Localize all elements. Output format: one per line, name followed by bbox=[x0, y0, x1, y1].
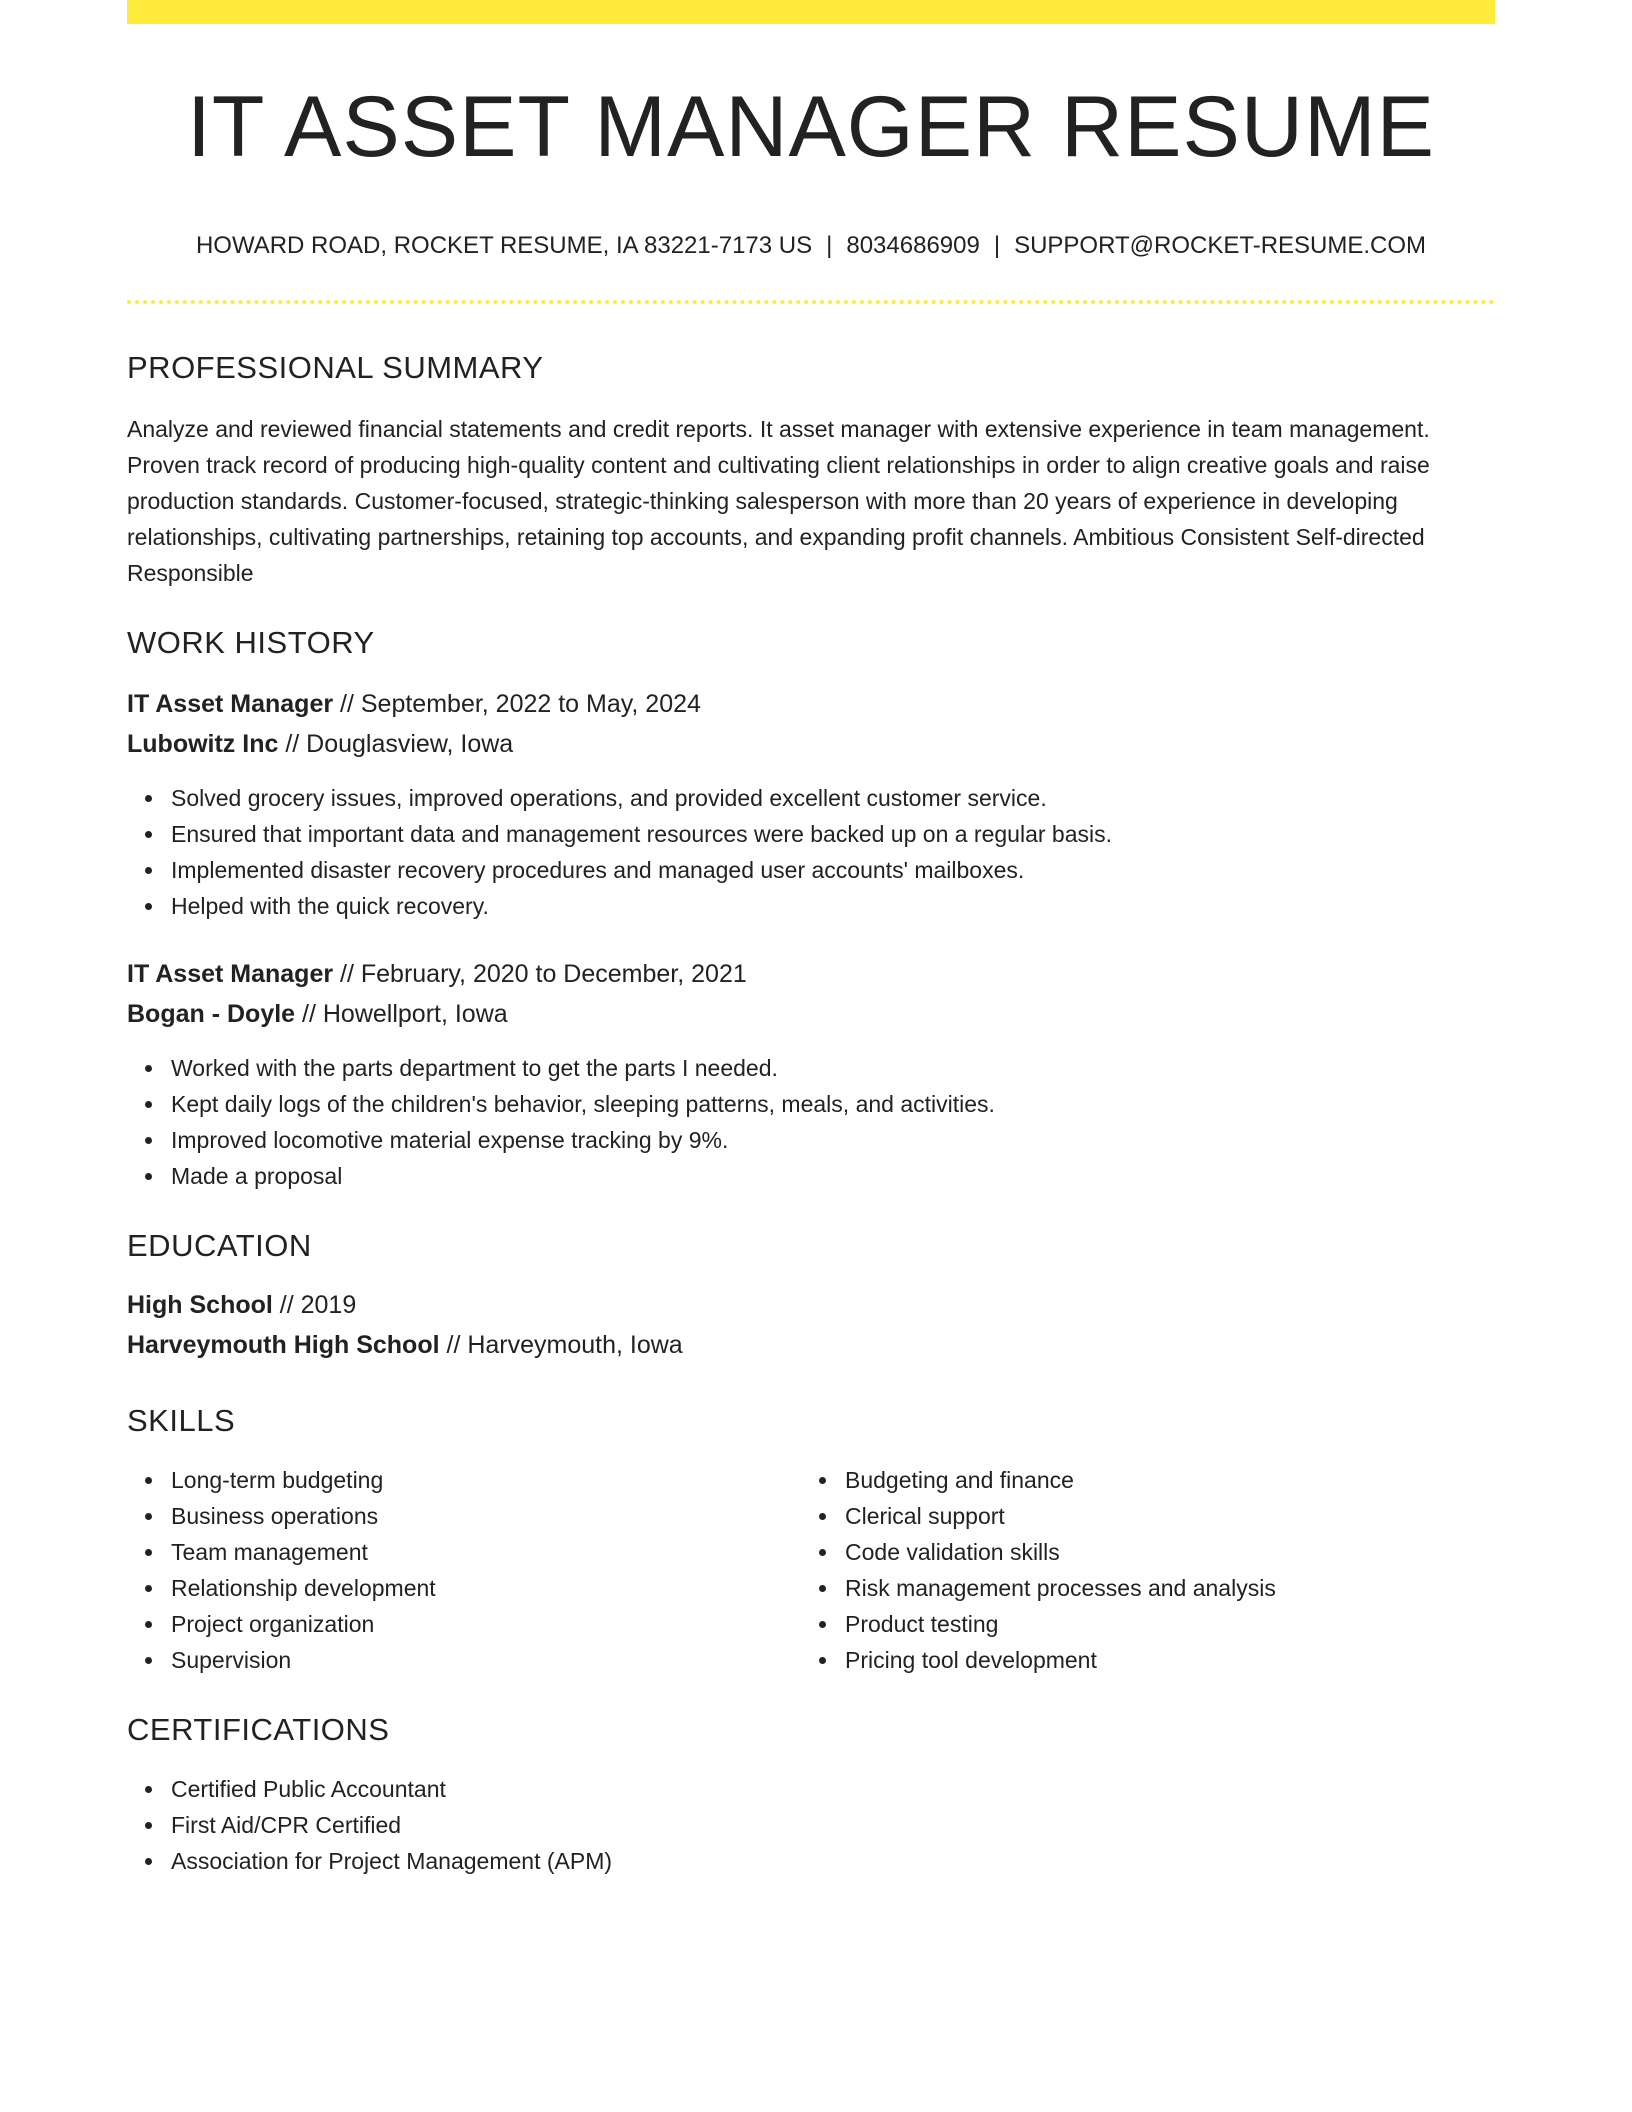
header-divider bbox=[127, 300, 1495, 304]
list-item: Improved locomotive material expense tracking by 9%. bbox=[127, 1122, 1495, 1158]
list-item: Long-term budgeting bbox=[127, 1462, 801, 1498]
degree-line bbox=[127, 1285, 1495, 1325]
education-section bbox=[127, 1230, 1495, 1365]
list-item: Supervision bbox=[127, 1642, 801, 1678]
work-history-heading: WORK HISTORY bbox=[127, 625, 375, 660]
job-location: // Howellport, Iowa bbox=[295, 1000, 508, 1028]
job-company-line bbox=[127, 994, 1495, 1034]
resume-page bbox=[127, 0, 1495, 1879]
job-entry bbox=[127, 954, 1495, 1194]
skills-columns bbox=[127, 1462, 1495, 1678]
summary-text: Analyze and reviewed financial statements and credit reports. It asset manager with extensive experience in team management. Proven track record of producing high-quality content and cultivating client relationships in order to align creative goals and raise production standards. Customer-focused, strategic-thinking salesperson with more than 20 years of experience in developing relationships, cultivating partnerships, retaining top accounts, and expanding profit channels. Ambitious Consistent Self-directed Responsible bbox=[127, 416, 1430, 586]
list-item: Project organization bbox=[127, 1606, 801, 1642]
certifications-heading: CERTIFICATIONS bbox=[127, 1712, 390, 1747]
list-item: Kept daily logs of the children's behavior, sleeping patterns, meals, and activities. bbox=[127, 1086, 1495, 1122]
job-dates: // September, 2022 to May, 2024 bbox=[333, 690, 701, 718]
job-company: Lubowitz Inc bbox=[127, 730, 279, 758]
job-entry bbox=[127, 684, 1495, 924]
list-item: Business operations bbox=[127, 1498, 801, 1534]
work-history-section bbox=[127, 627, 1495, 1194]
list-item: First Aid/CPR Certified bbox=[127, 1807, 1495, 1843]
list-item: Made a proposal bbox=[127, 1158, 1495, 1194]
list-item: Pricing tool development bbox=[801, 1642, 1475, 1678]
certifications-list bbox=[127, 1771, 1495, 1879]
list-item: Code validation skills bbox=[801, 1534, 1475, 1570]
skills-section bbox=[127, 1405, 1495, 1678]
job-company: Bogan - Doyle bbox=[127, 1000, 296, 1028]
top-accent-bar bbox=[127, 0, 1495, 24]
list-item: Product testing bbox=[801, 1606, 1475, 1642]
list-item: Team management bbox=[127, 1534, 801, 1570]
list-item: Helped with the quick recovery. bbox=[127, 888, 1495, 924]
contact-separator: | bbox=[993, 232, 1001, 259]
summary-heading: PROFESSIONAL SUMMARY bbox=[127, 350, 544, 385]
contact-email: SUPPORT@ROCKET-RESUME.COM bbox=[1014, 232, 1427, 259]
skills-left-column bbox=[127, 1462, 801, 1678]
contact-phone: 8034686909 bbox=[846, 232, 980, 259]
skills-right-column bbox=[801, 1462, 1475, 1678]
job-bullets bbox=[127, 1050, 1495, 1194]
list-item: Ensured that important data and management resources were backed up on a regular basis. bbox=[127, 816, 1495, 852]
job-location: // Douglasview, Iowa bbox=[278, 730, 514, 758]
job-company-line bbox=[127, 724, 1495, 764]
list-item: Budgeting and finance bbox=[801, 1462, 1475, 1498]
certifications-section bbox=[127, 1714, 1495, 1879]
school-location: // Harveymouth, Iowa bbox=[439, 1331, 683, 1359]
job-title: IT Asset Manager bbox=[127, 960, 334, 988]
job-title: IT Asset Manager bbox=[127, 690, 334, 718]
contact-address: HOWARD ROAD, ROCKET RESUME, IA 83221-7173 US bbox=[195, 232, 813, 259]
summary-section bbox=[127, 352, 1495, 591]
list-item: Risk management processes and analysis bbox=[801, 1570, 1475, 1606]
job-bullets bbox=[127, 780, 1495, 924]
contact-separator: | bbox=[826, 232, 833, 259]
job-title-line bbox=[127, 684, 1495, 724]
list-item: Association for Project Management (APM) bbox=[127, 1843, 1495, 1879]
list-item: Implemented disaster recovery procedures and managed user accounts' mailboxes. bbox=[127, 852, 1495, 888]
list-item: Worked with the parts department to get the parts I needed. bbox=[127, 1050, 1495, 1086]
resume-title: IT ASSET MANAGER RESUME bbox=[187, 79, 1435, 175]
school-line bbox=[127, 1325, 1495, 1365]
list-item: Clerical support bbox=[801, 1498, 1475, 1534]
education-entry bbox=[127, 1285, 1495, 1365]
graduation-year: // 2019 bbox=[272, 1291, 357, 1319]
skills-left-list bbox=[127, 1462, 801, 1678]
education-heading: EDUCATION bbox=[127, 1228, 312, 1263]
school-name: Harveymouth High School bbox=[127, 1331, 440, 1359]
job-dates: // February, 2020 to December, 2021 bbox=[333, 960, 747, 988]
list-item: Certified Public Accountant bbox=[127, 1771, 1495, 1807]
skills-heading: SKILLS bbox=[127, 1403, 236, 1438]
list-item: Solved grocery issues, improved operations, and provided excellent customer service. bbox=[127, 780, 1495, 816]
contact-line bbox=[127, 232, 1495, 260]
skills-right-list bbox=[801, 1462, 1475, 1678]
degree: High School bbox=[127, 1291, 273, 1319]
list-item: Relationship development bbox=[127, 1570, 801, 1606]
job-title-line bbox=[127, 954, 1495, 994]
